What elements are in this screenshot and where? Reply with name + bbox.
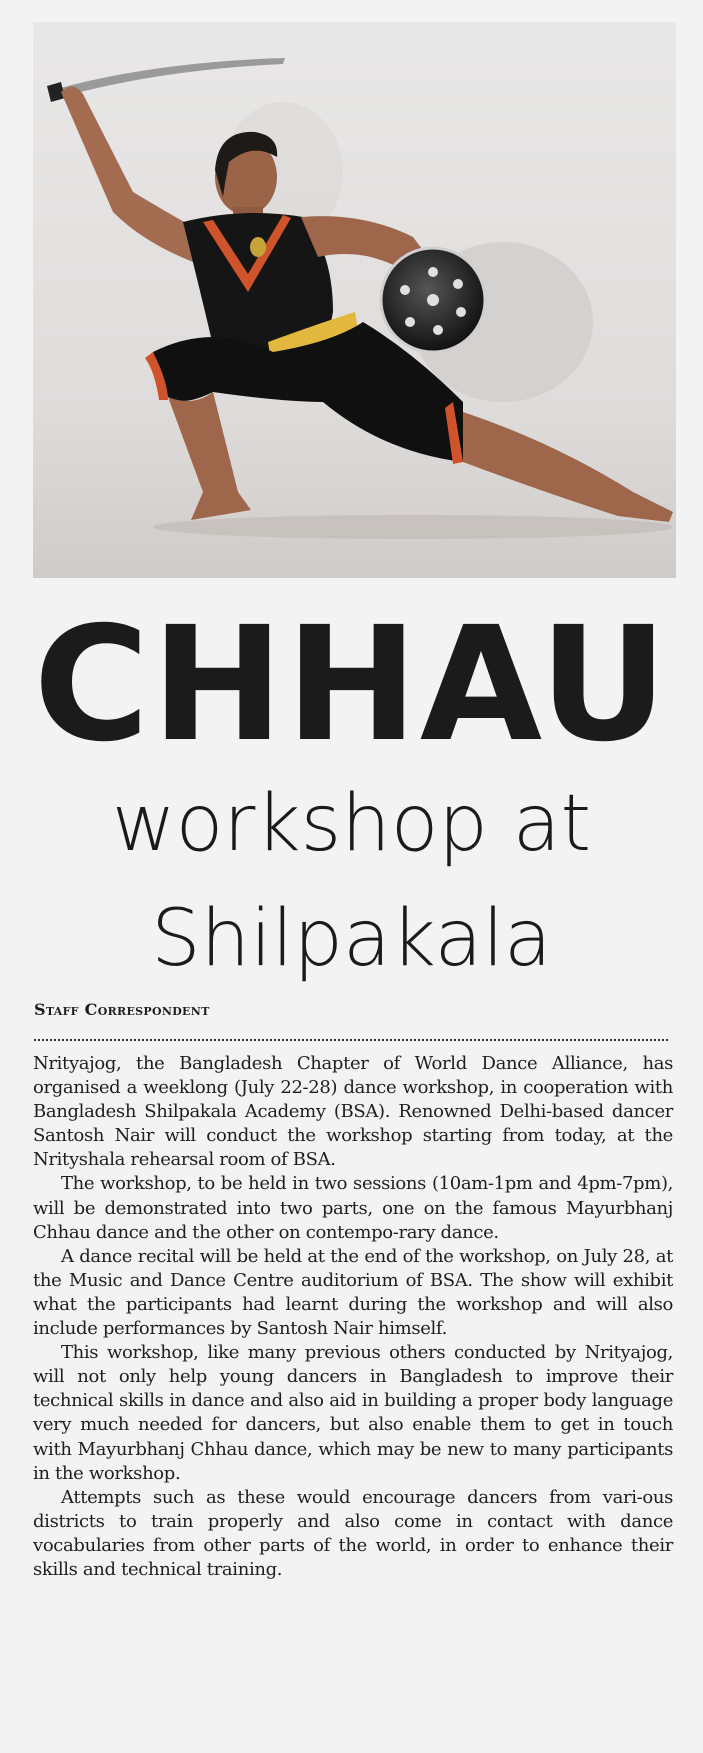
dancer-photo <box>33 22 676 578</box>
article-paragraph: A dance recital will be held at the end of the workshop, on July 28, at the Music and Dance Centre auditorium of BSA. The show will exhibit what the participants had learnt during the workshop and will also include performances by Santosh Nair himself. <box>33 1245 673 1340</box>
headline-line-2: workshop at <box>111 779 592 869</box>
article-paragraph: Attempts such as these would encourage dancers from vari-ous districts to train properly and also come in contact with dance vocabularies from other parts of the world, in order to enhance their skills and technical training. <box>33 1486 673 1580</box>
headline-main: CHHAU <box>33 593 670 777</box>
article-paragraph: This workshop, like many previous others conducted by Nrityajog, will not only help young dancers in Bangladesh to improve their technical skills in dance and also aid in building a proper body language very much needed for dancers, but also enable them to get in touch with Mayurbhanj Chhau dance, which may be new to many participants in the workshop. <box>33 1342 673 1484</box>
dotted-divider <box>34 1039 668 1041</box>
article-paragraph: The workshop, to be held in two sessions (10am-1pm and 4pm-7pm), will be demonstrated into two parts, one on the famous Mayurbhanj Chhau dance and the other on contempo-rary dance. <box>33 1173 673 1243</box>
article-body <box>33 1052 673 1582</box>
article-paragraph: Nrityajog, the Bangladesh Chapter of World Dance Alliance, has organised a weeklong (July 22-28) dance workshop, in cooperation with Bangladesh Shilpakala Academy (BSA). Renowned Delhi-based dancer Santosh Nair will conduct the workshop starting from today, at the Nrityshala rehearsal room of BSA. <box>33 1053 673 1171</box>
byline: Staff Correspondent <box>34 1000 210 1019</box>
headline-line-3: Shilpakala <box>151 894 552 984</box>
